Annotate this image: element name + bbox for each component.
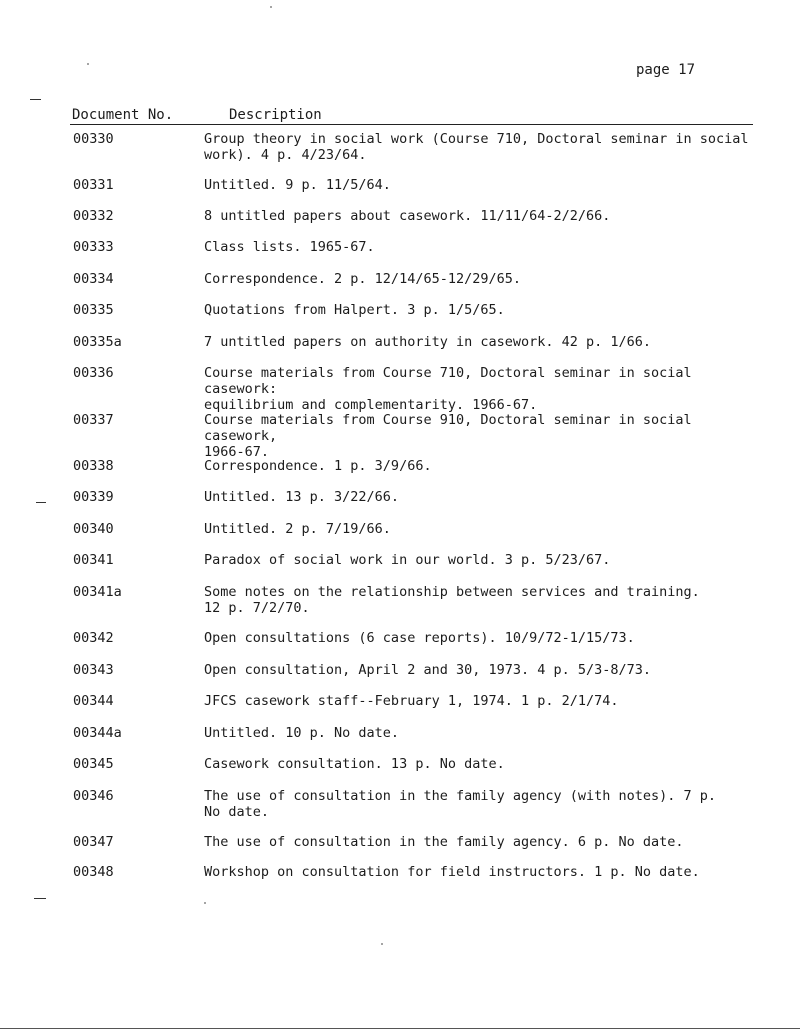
scan-speck — [204, 902, 206, 904]
document-description: 8 untitled papers about casework. 11/11/64-2/2/66. — [204, 208, 611, 224]
document-description: Open consultations (6 case reports). 10/9/72-1/15/73. — [204, 630, 635, 646]
document-description: Open consultation, April 2 and 30, 1973. 4 p. 5/3-8/73. — [204, 662, 652, 678]
document-description: Untitled. 10 p. No date. — [204, 725, 400, 741]
document-number: 00341 — [73, 552, 114, 568]
document-number: 00332 — [73, 208, 114, 224]
document-number: 00333 — [73, 239, 114, 255]
document-number: 00335 — [73, 302, 114, 318]
document-number: 00335a — [73, 334, 122, 350]
bottom-rule — [0, 1028, 800, 1029]
document-number: 00347 — [73, 834, 114, 850]
document-description: Group theory in social work (Course 710, Doctoral seminar in social work). 4 p. 4/23/64. — [204, 131, 749, 163]
document-description: JFCS casework staff--February 1, 1974. 1 p. 2/1/74. — [204, 693, 619, 709]
document-description: Course materials from Course 910, Doctoral seminar in social casework, 1966-67. — [204, 412, 692, 460]
margin-mark — [30, 99, 41, 100]
document-description: Untitled. 9 p. 11/5/64. — [204, 177, 391, 193]
document-number: 00344a — [73, 725, 122, 741]
document-description: The use of consultation in the family agency. 6 p. No date. — [204, 834, 684, 850]
document-number: 00339 — [73, 489, 114, 505]
margin-mark — [34, 898, 46, 899]
document-description: Quotations from Halpert. 3 p. 1/5/65. — [204, 302, 505, 318]
document-number: 00338 — [73, 458, 114, 474]
document-number: 00342 — [73, 630, 114, 646]
document-description: Correspondence. 1 p. 3/9/66. — [204, 458, 432, 474]
document-number: 00340 — [73, 521, 114, 537]
document-number: 00344 — [73, 693, 114, 709]
column-header-document-no: Document No. — [72, 107, 174, 123]
document-description: Casework consultation. 13 p. No date. — [204, 756, 505, 772]
document-description: Paradox of social work in our world. 3 p. 5/23/67. — [204, 552, 611, 568]
document-description: The use of consultation in the family agency (with notes). 7 p. No date. — [204, 788, 717, 820]
scan-speck — [87, 63, 89, 65]
document-number: 00330 — [73, 131, 114, 147]
document-description: 7 untitled papers on authority in casework. 42 p. 1/66. — [204, 334, 652, 350]
document-description: Correspondence. 2 p. 12/14/65-12/29/65. — [204, 271, 521, 287]
document-description: Some notes on the relationship between services and training. 12 p. 7/2/70. — [204, 584, 700, 616]
document-number: 00343 — [73, 662, 114, 678]
document-number: 00334 — [73, 271, 114, 287]
header-rule — [70, 124, 753, 125]
document-description: Workshop on consultation for field instructors. 1 p. No date. — [204, 864, 700, 880]
column-header-description: Description — [229, 107, 322, 123]
document-description: Untitled. 13 p. 3/22/66. — [204, 489, 400, 505]
document-number: 00337 — [73, 412, 114, 428]
document-description: Course materials from Course 710, Doctoral seminar in social casework: equilibrium and complementarity. 1966-67. — [204, 365, 692, 413]
document-number: 00336 — [73, 365, 114, 381]
document-number: 00331 — [73, 177, 114, 193]
document-number: 00341a — [73, 584, 122, 600]
page-number: page 17 — [636, 62, 696, 78]
scan-speck — [381, 943, 383, 945]
scan-speck — [270, 6, 272, 8]
document-description: Class lists. 1965-67. — [204, 239, 375, 255]
margin-mark — [36, 502, 46, 503]
document-number: 00348 — [73, 864, 114, 880]
document-description: Untitled. 2 p. 7/19/66. — [204, 521, 391, 537]
document-number: 00345 — [73, 756, 114, 772]
document-number: 00346 — [73, 788, 114, 804]
